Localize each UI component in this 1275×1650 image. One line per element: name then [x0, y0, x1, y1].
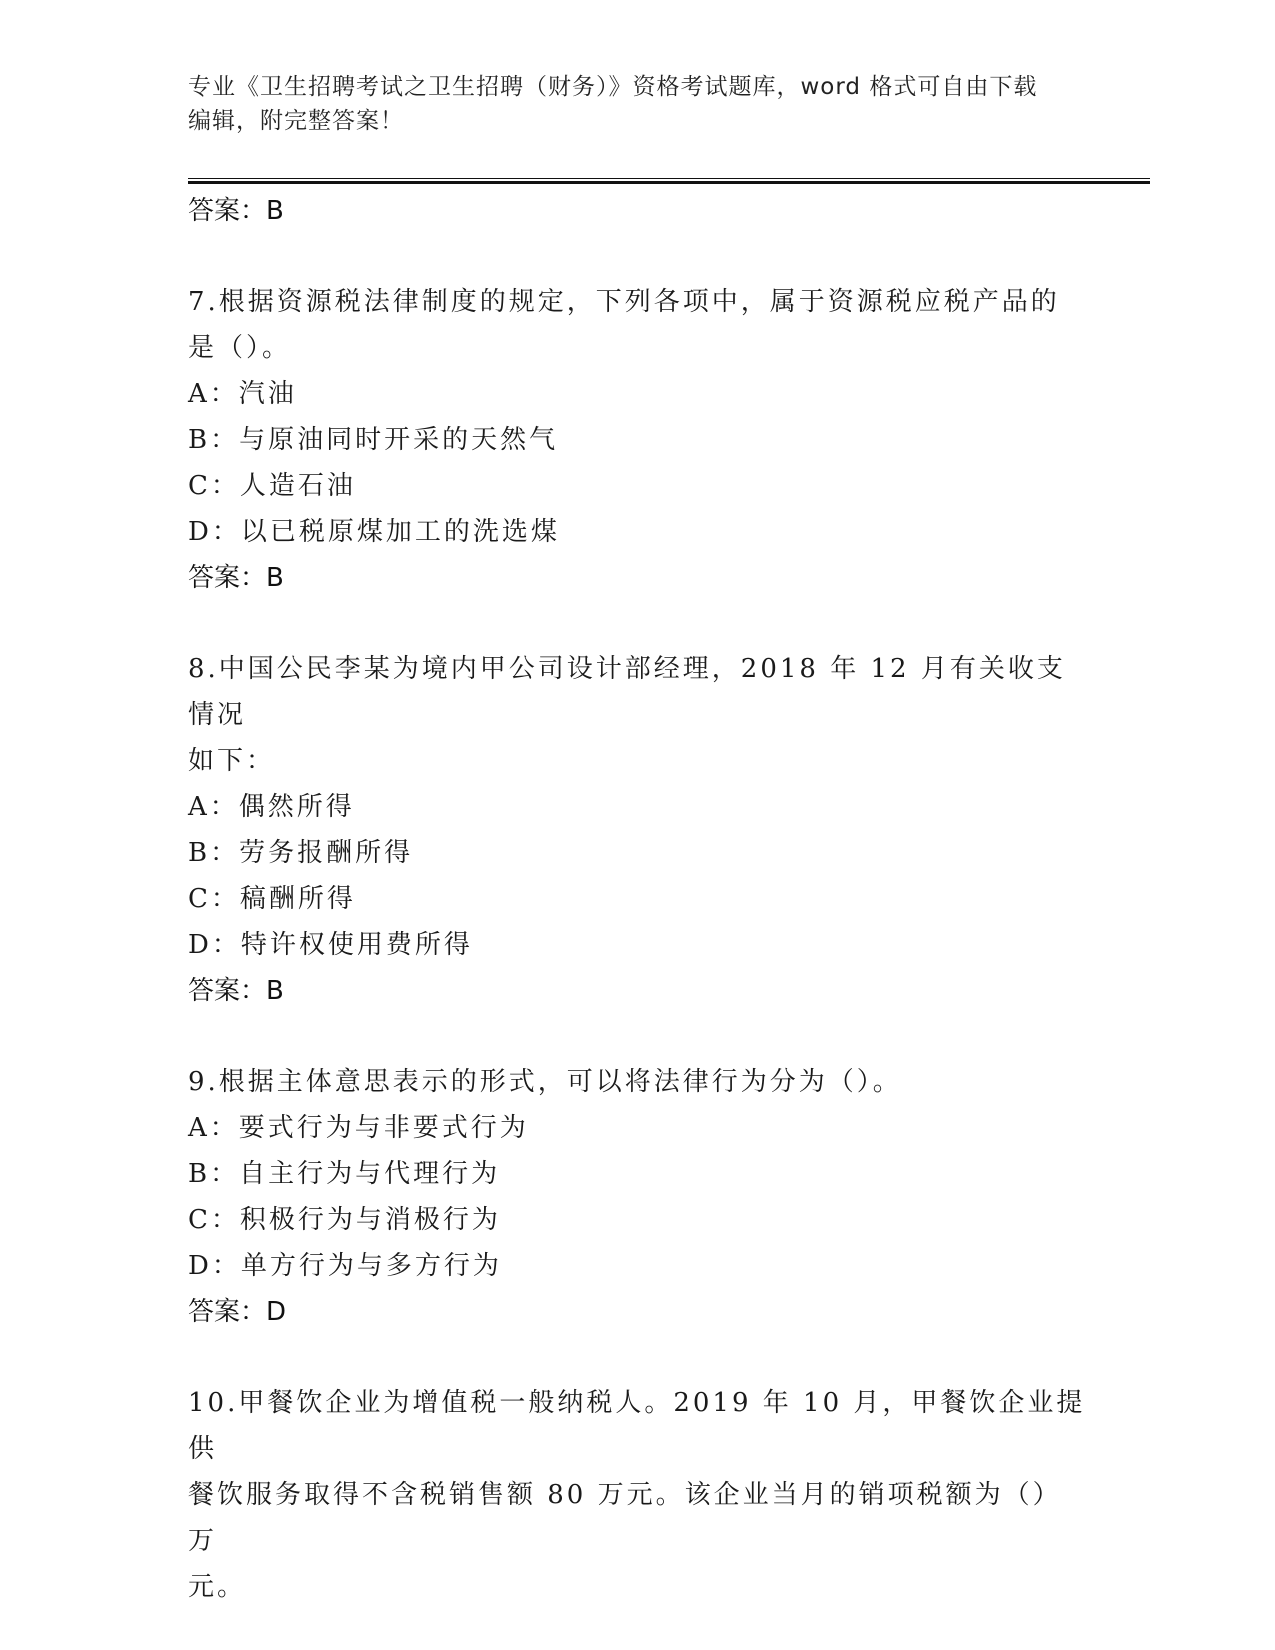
- question-10: [188, 1380, 1088, 1610]
- question-answer: 答案：D: [188, 1297, 287, 1327]
- question-answer: 答案：B: [188, 563, 284, 593]
- question-8: [188, 646, 1088, 1014]
- option-a: A：汽油: [188, 379, 297, 409]
- question-stem-line: 是（）。: [188, 333, 292, 363]
- question-stem-line: 8.中国公民李某为境内甲公司设计部经理，2018 年 12 月有关收支情况: [188, 654, 1066, 730]
- header-line-1: 专业《卫生招聘考试之卫生招聘（财务）》资格考试题库，word 格式可自由下载: [188, 74, 1038, 100]
- option-a: A：偶然所得: [188, 792, 355, 822]
- question-stem-line: 7.根据资源税法律制度的规定，下列各项中，属于资源税应税产品的: [188, 287, 1060, 317]
- previous-answer: 答案：B: [188, 196, 284, 226]
- question-stem-line: 9.根据主体意思表示的形式，可以将法律行为分为（）。: [188, 1067, 902, 1097]
- option-c: C：稿酬所得: [188, 884, 356, 914]
- header-rule-thick: [188, 181, 1150, 184]
- question-9: [188, 1059, 1088, 1335]
- spacer: [188, 234, 1088, 279]
- header-rule-thin: [188, 178, 1150, 179]
- question-stem-line: 10.甲餐饮企业为增值税一般纳税人。2019 年 10 月，甲餐饮企业提供: [188, 1388, 1086, 1464]
- header-line-2: 编辑，附完整答案！: [188, 108, 404, 134]
- option-d: D：以已税原煤加工的洗选煤: [188, 517, 560, 547]
- question-answer: 答案：B: [188, 976, 284, 1006]
- question-stem-line: 餐饮服务取得不含税销售额 80 万元。该企业当月的销项税额为（）万: [188, 1480, 1062, 1556]
- document-header: [188, 70, 1078, 138]
- option-a: A：要式行为与非要式行为: [188, 1113, 529, 1143]
- option-b: B：劳务报酬所得: [188, 838, 414, 868]
- option-d: D：特许权使用费所得: [188, 930, 473, 960]
- option-d: D：单方行为与多方行为: [188, 1251, 502, 1281]
- option-b: B：自主行为与代理行为: [188, 1159, 501, 1189]
- option-c: C：人造石油: [188, 471, 356, 501]
- spacer: [188, 601, 1088, 646]
- question-stem-line: 元。: [188, 1572, 247, 1602]
- option-b: B：与原油同时开采的天然气: [188, 425, 559, 455]
- document-body: [188, 188, 1088, 1610]
- spacer: [188, 1335, 1088, 1380]
- option-c: C：积极行为与消极行为: [188, 1205, 501, 1235]
- spacer: [188, 1014, 1088, 1059]
- question-stem-line: 如下：: [188, 746, 276, 776]
- question-7: [188, 279, 1088, 601]
